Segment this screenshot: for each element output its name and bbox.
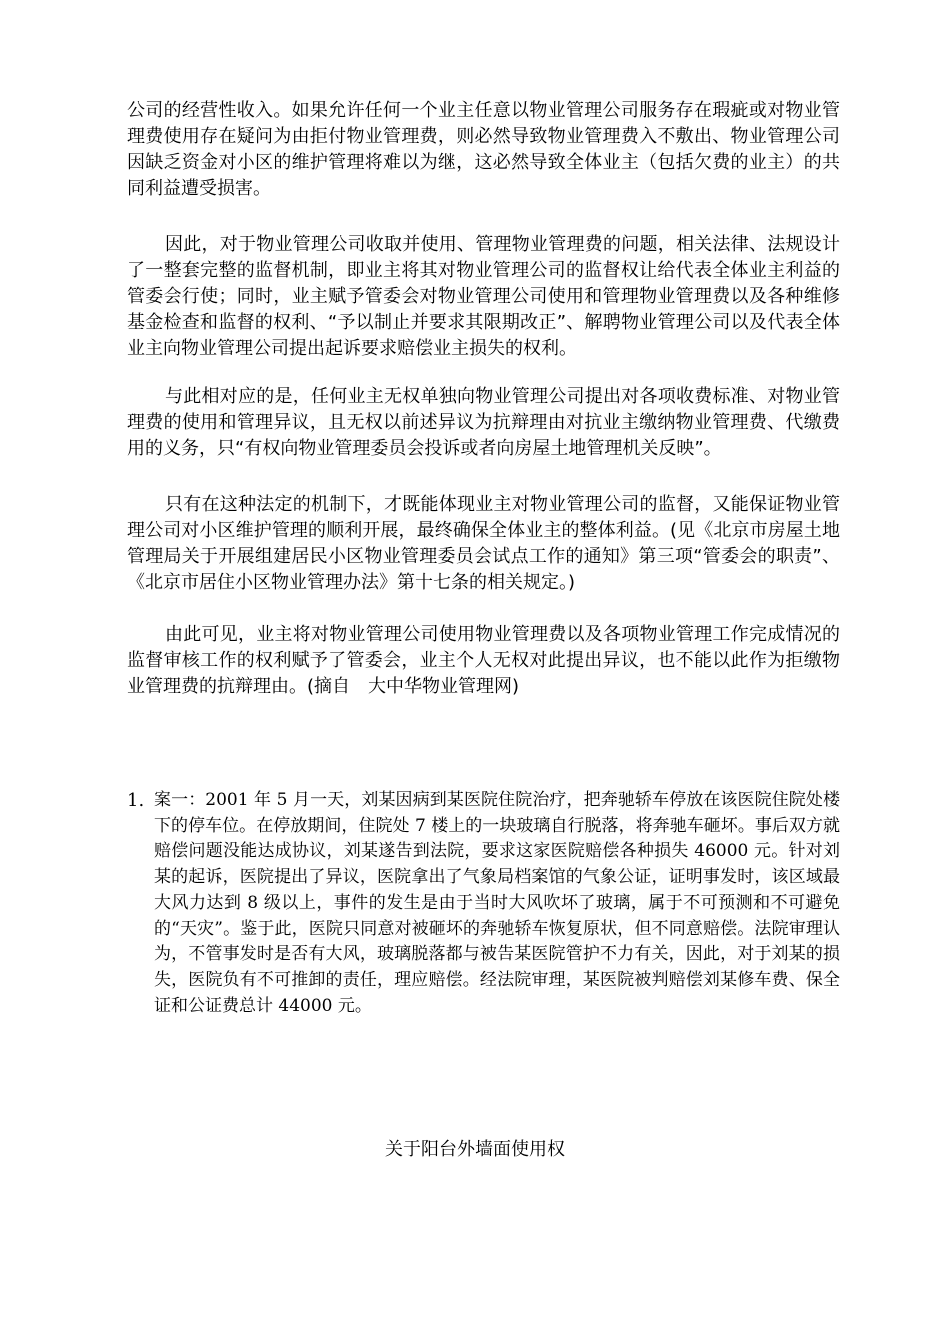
section-heading: 关于阳台外墙面使用权 (385, 1139, 565, 1160)
paragraph-supervision-mechanism: 因此，对于物业管理公司收取并使用、管理物业管理费的问题，相关法律、法规设计了一整套完整的监督机制，即业主将其对物业管理公司的监督权让给代表全体业主利益的管委会行使；同时，业主赋予管委会对物业管理公司使用和管理物业管理费以及各种维修基金检查和监督的权利、“予以制止并要求其限期改正”、解聘物业管理公司以及代表全体业主向物业管理公司提出起诉要求赔偿业主损失的权利。 (127, 234, 840, 359)
paragraph-legal-mechanism: 只有在这种法定的机制下，才既能体现业主对物业管理公司的监督，又能保证物业管理公司对小区维护管理的顺利开展，最终确保全体业主的整体利益。(见《北京市房屋土地管理局关于开展组建居民小区物业管理委员会试点工作的通知》第三项“管委会的职责”、《北京市居住小区物业管理办法》第十七条的相关规定。) (127, 494, 840, 593)
paragraph-income: 公司的经营性收入。如果允许任何一个业主任意以物业管理公司服务存在瑕疵或对物业管理费使用存在疑问为由拒付物业管理费，则必然导致物业管理费入不敷出、物业管理公司因缺乏资金对小区的维护管理将难以为继，这必然导致全体业主（包括欠费的业主）的共同利益遭受损害。 (127, 100, 840, 199)
paragraph-conclusion: 由此可见，业主将对物业管理公司使用物业管理费以及各项物业管理工作完成情况的监督审核工作的权利赋予了管委会，业主个人无权对此提出异议，也不能以此作为拒缴物业管理费的抗辩理由。(摘自 大中华物业管理网) (127, 624, 840, 697)
case-text: 案一：2001 年 5 月一天，刘某因病到某医院住院治疗，把奔驰轿车停放在该医院住院处楼下的停车位。在停放期间，住院处 7 楼上的一块玻璃自行脱落，将奔驰车砸坏。事后双方就赔偿问题没能达成协议，刘某遂告到法院，要求这家医院赔偿各种损失 46000 元。针对刘某的起诉，医院提出了异议，医院拿出了气象局档案馆的气象公证，证明事发时，该区域最大风力达到 8 级以上，事件的发生是由于当时大风吹坏了玻璃，属于不可预测和不可避免的“天灾”。鉴于此，医院只同意对被砸坏的奔驰轿车恢复原状，但不同意赔偿。法院审理认为，不管事发时是否有大风，玻璃脱落都与被告某医院管护不力有关，因此，对于刘某的损失，医院负有不可推卸的责任，理应赔偿。经法院审理，某医院被判赔偿刘某修车费、保全证和公证费总计 44000 元。 (154, 790, 840, 1016)
list-number: 1. (127, 790, 145, 811)
paragraph-owner-no-right: 与此相对应的是，任何业主无权单独向物业管理公司提出对各项收费标准、对物业管理费的使用和管理异议，且无权以前述异议为抗辩理由对抗业主缴纳物业管理费、代缴费用的义务，只“有权向物业管理委员会投诉或者向房屋土地管理机关反映”。 (127, 386, 840, 459)
